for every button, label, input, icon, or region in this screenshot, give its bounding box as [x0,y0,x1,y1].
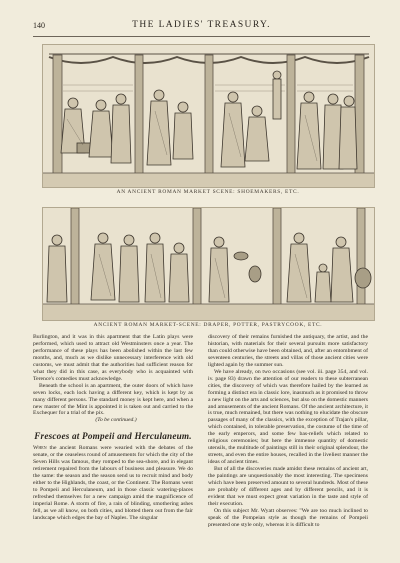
to-be-continued: (To be continued.) [95,417,137,424]
caption-draper-potter: ANCIENT ROMAN MARKET-SCENE: DRAPER, POTTER, PASTRYCOOK, ETC. [93,322,323,328]
lead-word: When [33,445,47,452]
paragraph: discovery of their remains furnished the antiquary, the artist, and the historian, with materials for their several pursuits more satisfactory than could otherwise have been obtained, and, after an entombment of seventeen centuries, the streets and villas of those ancient cities were lighted again by the summer sun. [208,334,368,368]
right-column [208,334,368,550]
article-title: Frescoes at Pompeii and Herculaneum. [34,431,192,442]
left-column [33,334,193,550]
page-number: 140 [33,21,45,30]
paragraph: Beneath the school is an apartment, the outer doors of which have seven locks, each lock having a different key, which is kept by as many different persons. The standard money is kept here, and when a new master of the Mint is appointed it is taken out and carried to the Exchequer for a trial of the pix. [33,382,193,417]
caption-shoemakers: AN ANCIENT ROMAN MARKET SCENE: SHOEMAKERS, ETC. [116,189,300,195]
engraving-draper-potter-pastrycook [42,207,375,321]
paragraph [33,445,193,521]
paragraph: On this subject Mr. Wyatt observes: "We are too much inclined to speak of the Pompeian style as though the remains of Pompeii presented one style only, whereas it is difficult to [208,507,368,528]
paragraph-text: the ancient Romans were wearied with the debates of the senate, or the ceaseless round of amusements for which the city of the Seven Hills was famous, they romped to the sea-shore, and in elegant retirement repaired from the labours of business and pleasure. We do the same: the season and the season send us to recruit mind and body either to the Highlands, the coast, or the Continent. The Romans went to Pompeii and Herculaneum, and in those classic watering-places refreshed themselves for a new campaign amid the magnificence of imperial Rome. A storm of fire, a rain of blinding, smothering ashes fell, as we all know, on both cities, and blotted them out from the fair landscape which edges the bay of Naples. The singular [33,445,193,521]
paragraph: Burlington, and it was in this apartment that the Latin plays were performed, which used to attract old Westminsters once a year. The performance of these plays has been abolished within the last few months, and, much as we dislike unnecessary interference with old customs, we must admit that the authorities had sufficient reason for what they did in this case, as everybody who is acquainted with Terence's comedies must acknowledge. [33,334,193,382]
paragraph: But of all the discoveries made amidst these remains of ancient art, the paintings are unquestionably the most interesting. The specimens which have been preserved amount to several hundreds. Most of these are probably of different ages and by different pencils, and it is evident that we must expect great variation in the taste and style of their execution. [208,466,368,507]
paragraph: We have already, on two occasions (see vol. iii. page 354, and vol. iv. page 83) drawn the attention of our readers to these subterranean cities, the discovery of which was therefore hailed by the learned as forming a distinct era in classic lore, inasmuch as it promised to throw a new light on the arts and sciences, but also on the domestic manners and amusements of the ancient Romans. Of the ancient architecture, it is true, much remained, but there was nothing to elucidate the obscure passages of many of the classics, with the exception of Trajan's pillar, which contained, in tolerable preservation, the costume of the time of the early emperors, and some few bas-reliefs which related to religious ceremonies; but here the immense quantity of domestic utensils, the multitude of paintings still in their original splendour, the streets, and even the entire houses, recalled in the liveliest manner the ideas of ancient times. [208,368,368,466]
running-head [33,20,370,37]
journal-title: THE LADIES' TREASURY. [132,20,271,30]
engraving-shoemakers [42,44,375,188]
